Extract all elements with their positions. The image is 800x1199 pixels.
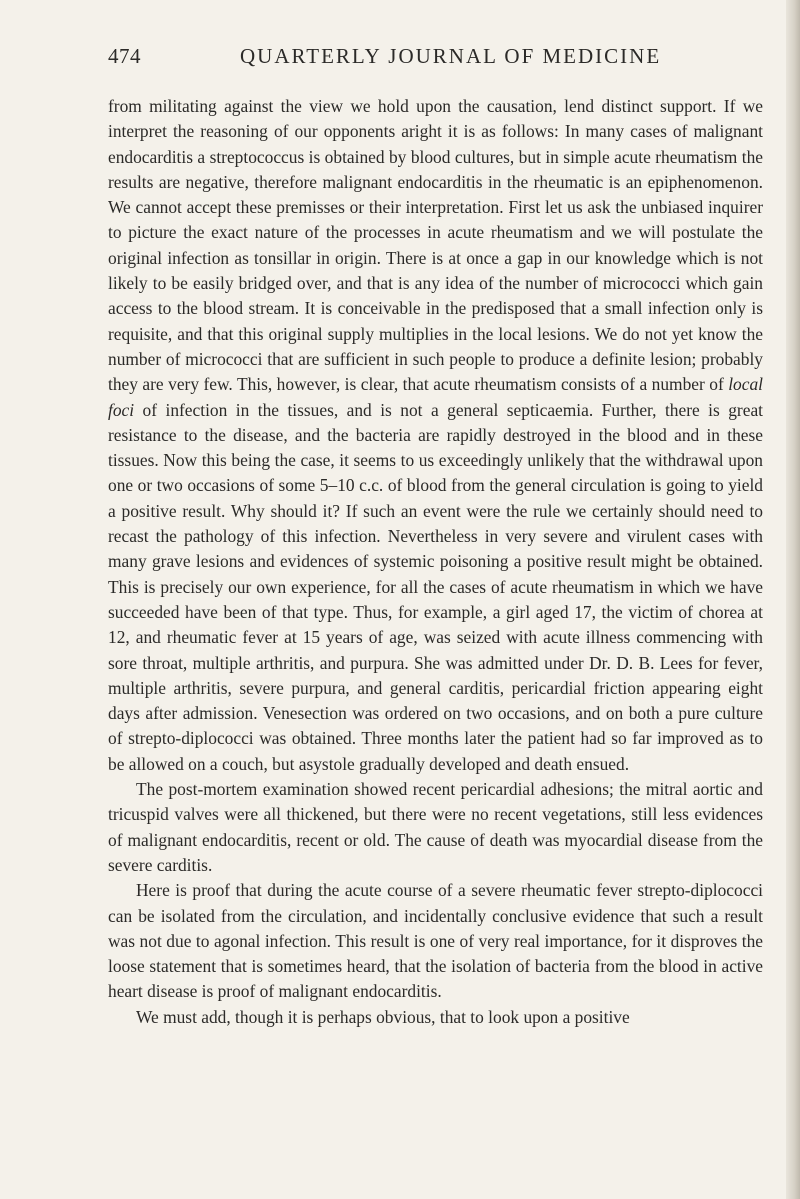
text-run: Here is proof that during the acute course of a severe rheumatic fever strepto-diplococci can be isolated from the circulation, and incidentally conclusive evidence that such a result was not due to agonal infection. This result is one of very real importance, for it disproves the loose statement that is sometimes heard, that the isolation of bacteria from the blood in active heart disease is proof of malignant endocarditis. <box>108 880 763 1002</box>
text-run: from militating against the view we hold upon the causation, lend distinct support. If we interpret the reasoning of our opponents aright it is as follows: In many cases of malignant endocarditis a streptococcus is obtained by blood cultures, but in simple acute rheumatism the results are negative, therefore malignant endocarditis in the rheumatic is an epiphenomenon. We cannot accept these premisses or their interpretation. First let us ask the unbiased inquirer to picture the exact nature of the processes in acute rheumatism and we will postulate the original infection as tonsillar in origin. There is at once a gap in our knowledge which is not likely to be easily bridged over, and that is any idea of the number of micrococci which gain access to the blood stream. It is conceivable in the predisposed that a small infection only is requisite, and that this original supply multiplies in the local lesions. We do not yet know the number of micrococci that are sufficient in such people to produce a definite lesion; probably they are very few. This, however, is clear, that acute rheumatism consists of a number of <box>108 96 763 395</box>
running-title: QUARTERLY JOURNAL OF MEDICINE <box>240 44 662 68</box>
text-run: of infection in the tissues, and is not a general septicaemia. Further, there is great resistance to the disease, and the bacteria are rapidly destroyed in the blood and in these tissues. Now this being the case, it seems to us exceedingly unlikely that the withdrawal upon one or two occasions of some 5–10 c.c. of blood from the general circulation is going to yield a positive result. Why should it? If such an event were the rule we certainly should need to recast the pathology of this infection. Nevertheless in very severe and virulent cases with many grave lesions and evidences of systemic poisoning a positive result might be obtained. This is precisely our own experience, for all the cases of acute rheumatism in which we have succeeded have been of that type. Thus, for example, a girl aged 17, the victim of chorea at 12, and rheumatic fever at 15 years of age, was seized with acute illness commencing with sore throat, multiple arthritis, and purpura. She was admitted under Dr. D. B. Lees for fever, multiple arthritis, severe purpura, and general carditis, pericardial friction appearing eight days after admission. Venesection was ordered on two occasions, and on both a pure culture of strepto-diplococci was obtained. Three months later the patient had so far improved as to be allowed on a couch, but asystole gradually developed and death ensued. <box>108 399 763 774</box>
text-run: We must add, though it is perhaps obvious, that to look upon a positive <box>136 1006 630 1027</box>
page-header <box>108 44 758 74</box>
page-edge <box>786 0 800 1199</box>
article-body <box>108 94 763 1030</box>
paragraph <box>108 94 763 777</box>
text-run: The post-mortem examination showed recent pericardial adhesions; the mitral aortic and tricuspid valves were all thickened, but there were no recent vegetations, still less evidences of malignant endocarditis, recent or old. The cause of death was myocardial disease from the severe carditis. <box>108 779 763 875</box>
paragraph <box>108 777 763 878</box>
paragraph <box>108 1005 763 1030</box>
italic-phrase: local foci <box>108 374 763 420</box>
page-number: 474 <box>108 44 141 68</box>
paragraph <box>108 878 763 1004</box>
